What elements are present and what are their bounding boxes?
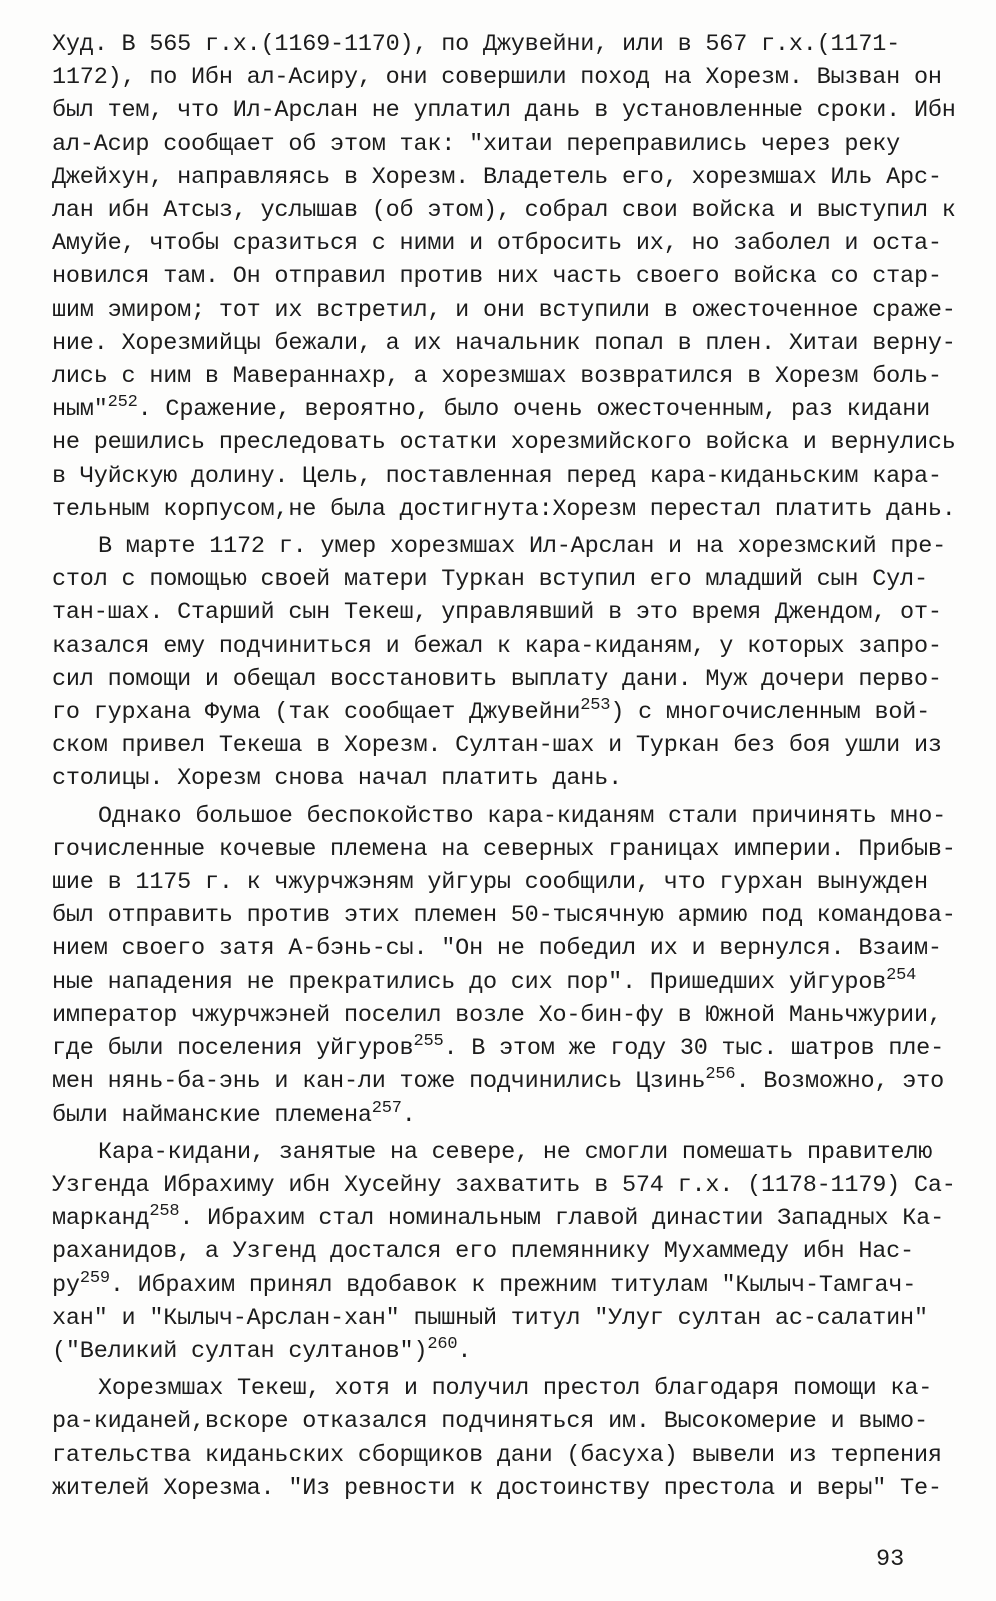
paragraph [52, 530, 947, 796]
line-text: были найманские племена [52, 1101, 372, 1129]
line-text: хан" и "Кылыч-Арслан-хан" пышный титул "Улуг султан ас-салатин" [52, 1304, 928, 1332]
text-line [52, 1136, 932, 1169]
text-line [52, 696, 932, 729]
text-line [52, 800, 947, 833]
footnote-marker: 255 [413, 1032, 444, 1052]
paragraph [52, 28, 956, 526]
line-text: где были поселения уйгуров [52, 1035, 414, 1063]
line-text: ра-киданей,вскоре отказался подчиняться им. Высокомерие и вымо- [52, 1408, 928, 1436]
text-line [52, 630, 942, 663]
footnote-marker: 258 [149, 1202, 180, 1222]
text-line [52, 596, 942, 629]
text-line [52, 194, 956, 227]
line-text: Однако большое беспокойство кара-киданям стали причинять мно- [98, 802, 947, 830]
line-text: лись с ним в Мавераннахр, а хорезмшах возвратился в Хорезм боль- [52, 363, 942, 391]
footnote-marker: 252 [107, 393, 138, 413]
line-text-continued: . Ибрахим принял вдобавок к прежним титулам "Кылыч-Тамгач- [109, 1271, 917, 1299]
text-line [52, 999, 942, 1032]
text-line [52, 1099, 932, 1132]
text-line [52, 663, 942, 696]
text-line [52, 61, 942, 94]
line-text: был отправить против этих племен 50-тысячную армию под командова- [52, 902, 956, 930]
text-line [52, 493, 956, 526]
line-text: Худ. В 565 г.х.(1169-1170), по Джувейни, или в 567 г.х.(1171- [52, 31, 901, 58]
line-text-continued: . [457, 1337, 472, 1365]
text-line [52, 833, 956, 866]
line-text-continued: . В этом же году 30 тыс. шатров пле- [443, 1035, 944, 1063]
text-line [52, 227, 942, 260]
text-line [52, 530, 947, 563]
line-text: гательства киданьских сборщиков дани (басуха) вывели из терпения [52, 1441, 942, 1469]
text-line [52, 1335, 932, 1368]
line-text: был тем, что Ил-Арслан не уплатил дань в установленные сроки. Ибн [52, 97, 956, 125]
text-line [52, 762, 932, 795]
text-line [52, 1269, 932, 1302]
text-line [52, 1202, 944, 1235]
line-text-continued: . [401, 1101, 416, 1129]
text-line [52, 94, 956, 127]
line-text: тельным корпусом,не была достигнута:Хорезм перестал платить дань. [52, 495, 956, 523]
text-line [52, 1472, 942, 1505]
paragraph [52, 1372, 942, 1505]
text-line [52, 866, 932, 899]
line-text: ал-Асир сообщает об этом так: "хитаи переправились через реку [52, 130, 901, 158]
line-text: мен нянь-ба-энь и кан-ли тоже подчинились Цзинь [52, 1068, 706, 1096]
page-number: 93 [876, 1546, 905, 1573]
text-line [52, 161, 942, 194]
line-text: гочисленные кочевые племена на северных границах империи. Прибыв- [52, 835, 956, 863]
line-text-continued: . Сражение, вероятно, было очень ожесточенным, раз кидани [137, 396, 931, 424]
line-text: император чжурчжэней поселил возле Хо-бин-фу в Южной Маньчжурии, [52, 1001, 942, 1029]
line-text: В марте 1172 г. умер хорезмшах Ил-Арслан и на хорезмский пре- [98, 533, 947, 561]
footnote-marker: 253 [580, 696, 611, 716]
text-line [52, 327, 956, 360]
line-text: го гурхана Фума (так сообщает Джувейни [52, 699, 581, 727]
line-text: Хорезмшах Текеш, хотя и получил престол благодаря помощи ка- [98, 1375, 933, 1403]
line-text: новился там. Он отправил против них часть своего войска со стар- [52, 263, 942, 291]
line-text: Узгенда Ибрахиму ибн Хусейну захватить в 574 г.х. (1178-1179) Са- [52, 1171, 956, 1199]
line-text: стол с помощью своей матери Туркан вступил его младший сын Сул- [52, 566, 928, 594]
line-text: Амуйе, чтобы сразиться с ними и отбросить их, но заболел и оста- [52, 230, 942, 258]
text-line [52, 294, 956, 327]
line-text: шие в 1175 г. к чжурчжэням уйгуры сообщили, что гурхан вынужден [52, 869, 928, 897]
line-text: в Чуйскую долину. Цель, поставленная перед кара-киданьским кара- [52, 462, 942, 490]
text-line [52, 1405, 932, 1438]
line-text: ным" [52, 396, 108, 424]
paragraph [52, 1136, 956, 1368]
line-text: столицы. Хорезм снова начал платить дань. [52, 765, 622, 793]
line-text: жителей Хорезма. "Из ревности к достоинству престола и веры" Те- [52, 1474, 942, 1502]
text-line [52, 729, 942, 762]
text-line [52, 1032, 944, 1065]
line-text: Кара-кидани, занятые на севере, не смогли помешать правителю [98, 1138, 933, 1166]
line-text: ные нападения не прекратились до сих пор". Пришедших уйгуров [52, 968, 887, 996]
text-line [52, 899, 956, 932]
line-text: раханидов, а Узгенд достался его племяннику Мухаммеду ибн Нас- [52, 1238, 914, 1266]
text-line [52, 932, 942, 965]
line-text: 1172), по Ибн ал-Асиру, они совершили поход на Хорезм. Вызван он [52, 64, 942, 92]
body-text [52, 28, 956, 1505]
text-line [52, 1065, 944, 1098]
text-line [52, 360, 942, 393]
line-text: нием своего затя А-бэнь-сы. "Он не победил их и вернулся. Взаим- [52, 935, 942, 963]
line-text-continued: . Ибрахим стал номинальным главой династии Западных Ка- [179, 1205, 944, 1233]
text-line [52, 128, 932, 161]
text-line [52, 1439, 942, 1472]
line-text: не решились преследовать остатки хорезмийского войска и вернулись [52, 429, 956, 457]
line-text: казался ему подчиниться и бежал к кара-киданям, у которых запро- [52, 632, 942, 660]
line-text-continued: . Возможно, это [735, 1068, 944, 1096]
text-line [52, 28, 932, 61]
line-text: Джейхун, направляясь в Хорезм. Владетель его, хорезмшах Иль Арс- [52, 163, 942, 191]
line-text: ру [52, 1271, 80, 1299]
line-text: тан-шах. Старший сын Текеш, управлявший в это время Джендом, от- [52, 599, 942, 627]
text-line [52, 1235, 932, 1268]
text-line [52, 426, 956, 459]
line-text: марканд [52, 1205, 150, 1233]
line-text: ском привел Текеша в Хорезм. Султан-шах и Туркан без боя ушли из [52, 732, 942, 760]
line-text: ние. Хорезмийцы бежали, а их начальник попал в плен. Хитаи верну- [52, 329, 956, 357]
text-line [52, 563, 932, 596]
paragraph [52, 800, 956, 1132]
text-line [52, 393, 932, 426]
line-text: лан ибн Атсыз, услышав (об этом), собрал свои войска и выступил к [52, 197, 956, 225]
text-line [52, 966, 932, 999]
text-line [52, 1302, 932, 1335]
footnote-marker: 257 [371, 1098, 402, 1118]
footnote-marker: 260 [427, 1334, 458, 1354]
footnote-marker: 259 [79, 1268, 110, 1288]
line-text-continued: ) с многочисленным вой- [610, 699, 931, 727]
line-text: сил помощи и обещал восстановить выплату дани. Муж дочери перво- [52, 665, 942, 693]
line-text: ("Великий султан султанов") [52, 1337, 428, 1365]
text-line [52, 1169, 956, 1202]
text-line [52, 260, 942, 293]
line-text: шим эмиром; тот их встретил, и они вступили в ожесточенное сраже- [52, 296, 956, 324]
footnote-marker: 256 [705, 1065, 736, 1085]
footnote-marker: 254 [886, 965, 917, 985]
text-line [52, 1372, 932, 1405]
text-line [52, 460, 942, 493]
